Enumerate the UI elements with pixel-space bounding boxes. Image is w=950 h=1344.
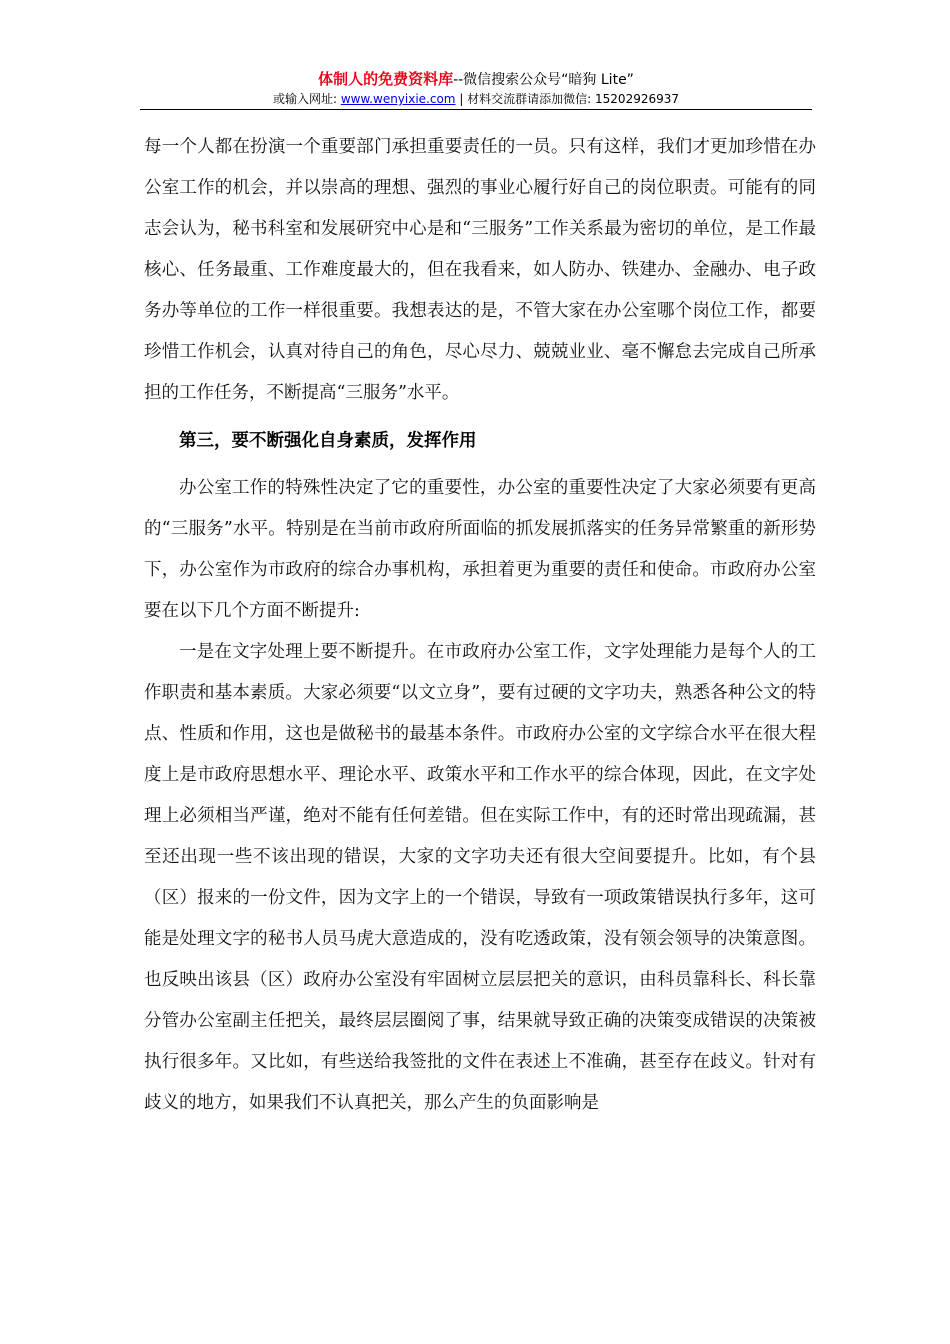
header-divider <box>140 109 812 110</box>
header-tagline: --微信搜索公众号“暗狗 Lite” <box>453 72 634 88</box>
header-title-line <box>140 70 812 90</box>
site-prefix: 或输入网址: <box>272 92 341 106</box>
paragraph-continuation: 每一个人都在扮演一个重要部门承担重要责任的一员。只有这样，我们才更加珍惜在办公室工作的机会，并以崇高的理想、强烈的事业心履行好自己的岗位职责。可能有的同志会认为，秘书科室和发展研究中心是和“三服务”工作关系最为密切的单位，是工作最核心、任务最重、工作难度最大的，但在我看来，如人防办、铁建办、金融办、电子政务办等单位的工作一样很重要。我想表达的是，不管大家在办公室哪个岗位工作，都要珍惜工作机会，认真对待自己的角色，尽心尽力、兢兢业业、毫不懈怠去完成自己所承担的工作任务，不断提高“三服务”水平。 <box>144 137 816 403</box>
site-link[interactable]: www.wenyixie.com <box>340 92 456 106</box>
contact-info: | 材料交流群请添加微信: 15202926937 <box>455 92 680 106</box>
header-contact-line <box>140 90 812 108</box>
paragraph: 办公室工作的特殊性决定了它的重要性，办公室的重要性决定了大家必须要有更高的“三服务”水平。特别是在当前市政府所面临的抓发展抓落实的任务异常繁重的新形势下，办公室作为市政府的综合办事机构，承担着更为重要的责任和使命。市政府办公室要在以下几个方面不断提升: <box>144 478 816 621</box>
brand-title: 体制人的免费资料库 <box>318 70 454 88</box>
section-heading: 第三，要不断强化自身素质，发挥作用 <box>179 431 477 451</box>
document-body <box>144 127 816 1124</box>
page-header <box>140 70 812 108</box>
paragraph: 一是在文字处理上要不断提升。在市政府办公室工作，文字处理能力是每个人的工作职责和基本素质。大家必须要“以文立身”，要有过硬的文字功夫，熟悉各种公文的特点、性质和作用，这也是做秘书的最基本条件。市政府办公室的文字综合水平在很大程度上是市政府思想水平、理论水平、政策水平和工作水平的综合体现，因此，在文字处理上必须相当严谨，绝对不能有任何差错。但在实际工作中，有的还时常出现疏漏，甚至还出现一些不该出现的错误，大家的文字功夫还有很大空间要提升。比如，有个县（区）报来的一份文件，因为文字上的一个错误，导致有一项政策错误执行多年，这可能是处理文字的秘书人员马虎大意造成的，没有吃透政策，没有领会领导的决策意图。也反映出该县（区）政府办公室没有牢固树立层层把关的意识，由科员靠科长、科长靠分管办公室副主任把关，最终层层圈阅了事，结果就导致正确的决策变成错误的决策被执行很多年。又比如，有些送给我签批的文件在表述上不准确，甚至存在歧义。针对有歧义的地方，如果我们不认真把关，那么产生的负面影响是 <box>144 642 816 1113</box>
